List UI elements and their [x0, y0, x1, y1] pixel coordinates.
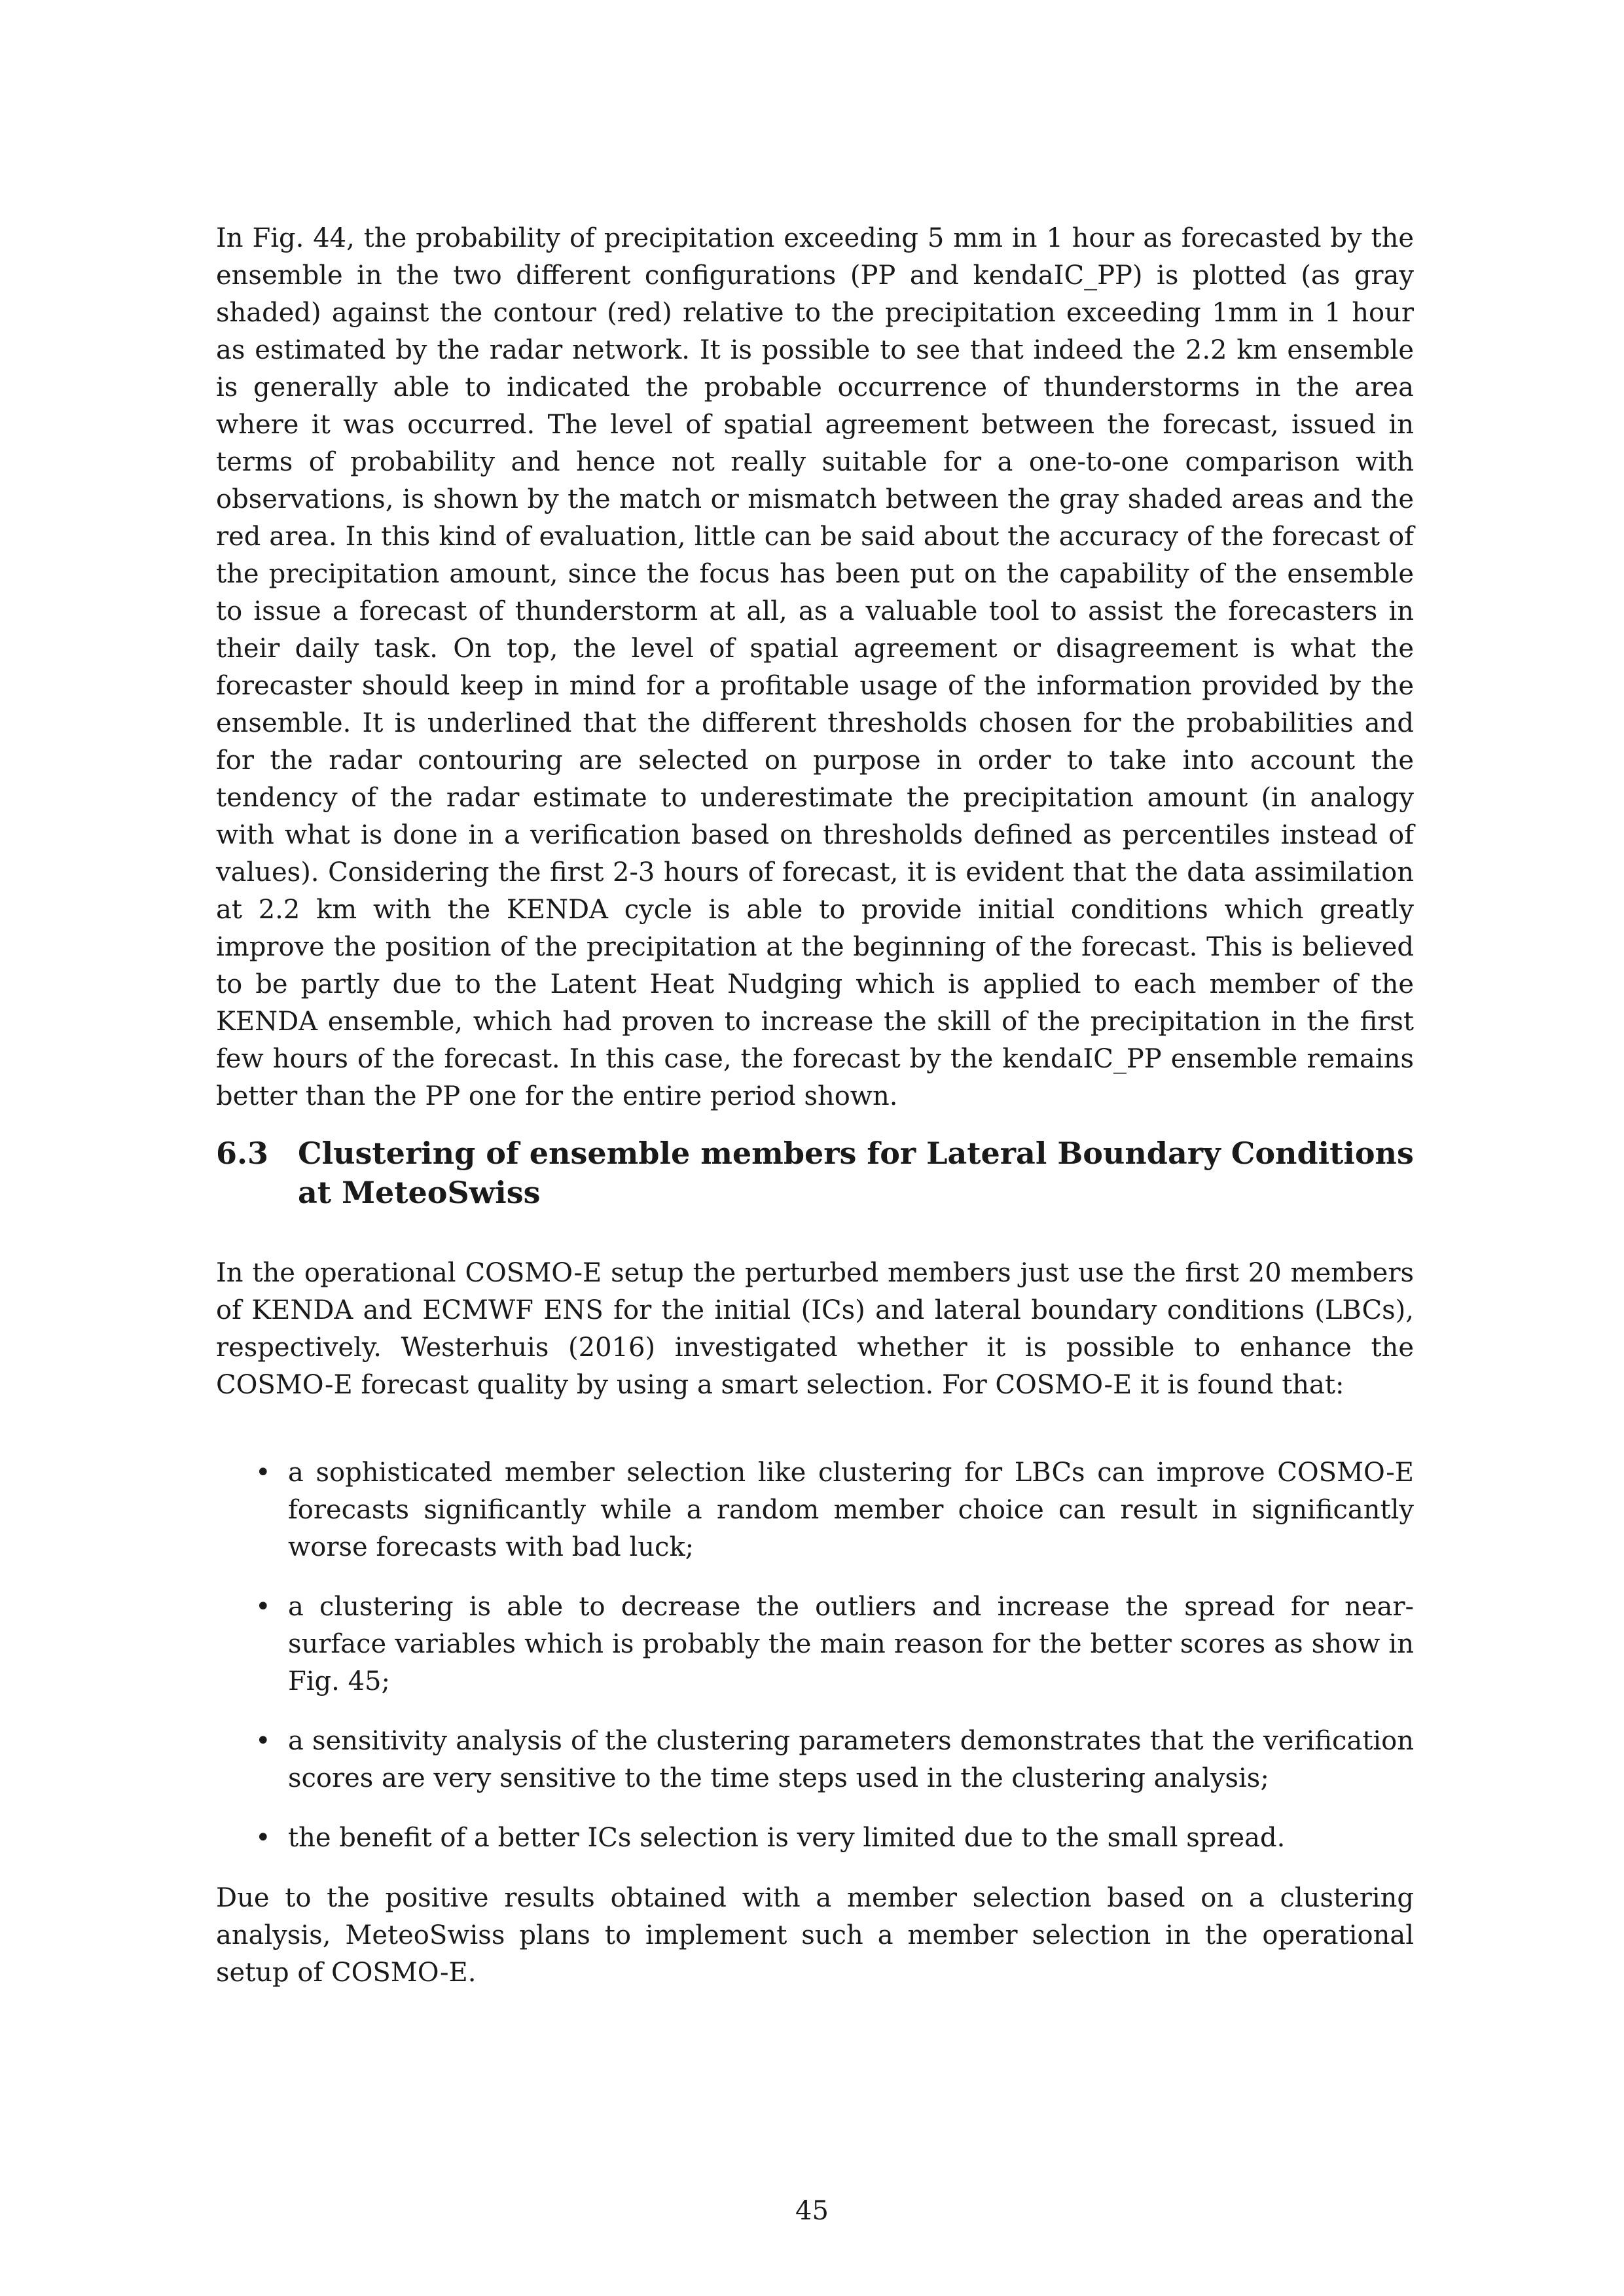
list-item [216, 1454, 1414, 1566]
findings-list [216, 1454, 1414, 1879]
page-number: 45 [795, 2196, 829, 2226]
section-number: 6.3 [216, 1136, 269, 1171]
section-heading [216, 1134, 1414, 1212]
bullet-icon: • [255, 1726, 271, 1756]
section-title: Clustering of ensemble members for Lateral Boundary Conditions at MeteoSwiss [298, 1136, 1414, 1210]
list-item-text: the benefit of a better ICs selection is very limited due to the small spread. [288, 1823, 1286, 1853]
section-intro-paragraph: In the operational COSMO-E setup the perturbed members just use the first 20 members of KENDA and ECMWF ENS for the initial (ICs) and lateral boundary conditions (LBCs), respectively. Westerhuis (2016) investigated whether it is possible to enhance the COSMO-E forecast quality by using a smart selection. For COSMO-E it is found that: [216, 1258, 1414, 1400]
list-item-text: a clustering is able to decrease the outliers and increase the spread for near-surface variables which is probably the main reason for the better scores as show in Fig. 45; [288, 1592, 1414, 1696]
bullet-icon: • [255, 1458, 271, 1488]
list-item [216, 1723, 1414, 1797]
list-item-text: a sophisticated member selection like clustering for LBCs can improve COSMO-E forecasts significantly while a random member choice can result in significantly worse forecasts with bad luck; [288, 1458, 1414, 1562]
list-item [216, 1820, 1414, 1857]
body-paragraph-fig44: In Fig. 44, the probability of precipitation exceeding 5 mm in 1 hour as forecasted by the ensemble in the two different configurations (PP and kendaIC_PP) is plotted (as gray shaded) against the contour (red) relative to the precipitation exceeding 1mm in 1 hour as estimated by the radar network. It is possible to see that indeed the 2.2 km ensemble is generally able to indicated the probable occurrence of thunderstorms in the area where it was occurred. The level of spatial agreement between the forecast, issued in terms of probability and hence not really suitable for a one-to-one comparison with observations, is shown by the match or mismatch between the gray shaded areas and the red area. In this kind of evaluation, little can be said about the accuracy of the forecast of the precipitation amount, since the focus has been put on the capability of the ensemble to issue a forecast of thunderstorm at all, as a valuable tool to assist the forecasters in their daily task. On top, the level of spatial agreement or disagreement is what the forecaster should keep in mind for a profitable usage of the information provided by the ensemble. It is underlined that the different thresholds chosen for the probabilities and for the radar contouring are selected on purpose in order to take into account the tendency of the radar estimate to underestimate the precipitation amount (in analogy with what is done in a verification based on thresholds defined as percentiles instead of values). Considering the first 2-3 hours of forecast, it is evident that the data assimilation at 2.2 km with the KENDA cycle is able to provide initial conditions which greatly improve the position of the precipitation at the beginning of the forecast. This is believed to be partly due to the Latent Heat Nudging which is applied to each member of the KENDA ensemble, which had proven to increase the skill of the precipitation in the first few hours of the forecast. In this case, the forecast by the kendaIC_PP ensemble remains better than the PP one for the entire period shown. [216, 223, 1414, 1111]
list-item [216, 1588, 1414, 1700]
conclusion-paragraph: Due to the positive results obtained with a member selection based on a clustering analysis, MeteoSwiss plans to implement such a member selection in the operational setup of COSMO-E. [216, 1883, 1414, 1988]
bullet-icon: • [255, 1592, 271, 1622]
bullet-icon: • [255, 1823, 271, 1853]
list-item-text: a sensitivity analysis of the clustering parameters demonstrates that the verification scores are very sensitive to the time steps used in the clustering analysis; [288, 1726, 1414, 1793]
